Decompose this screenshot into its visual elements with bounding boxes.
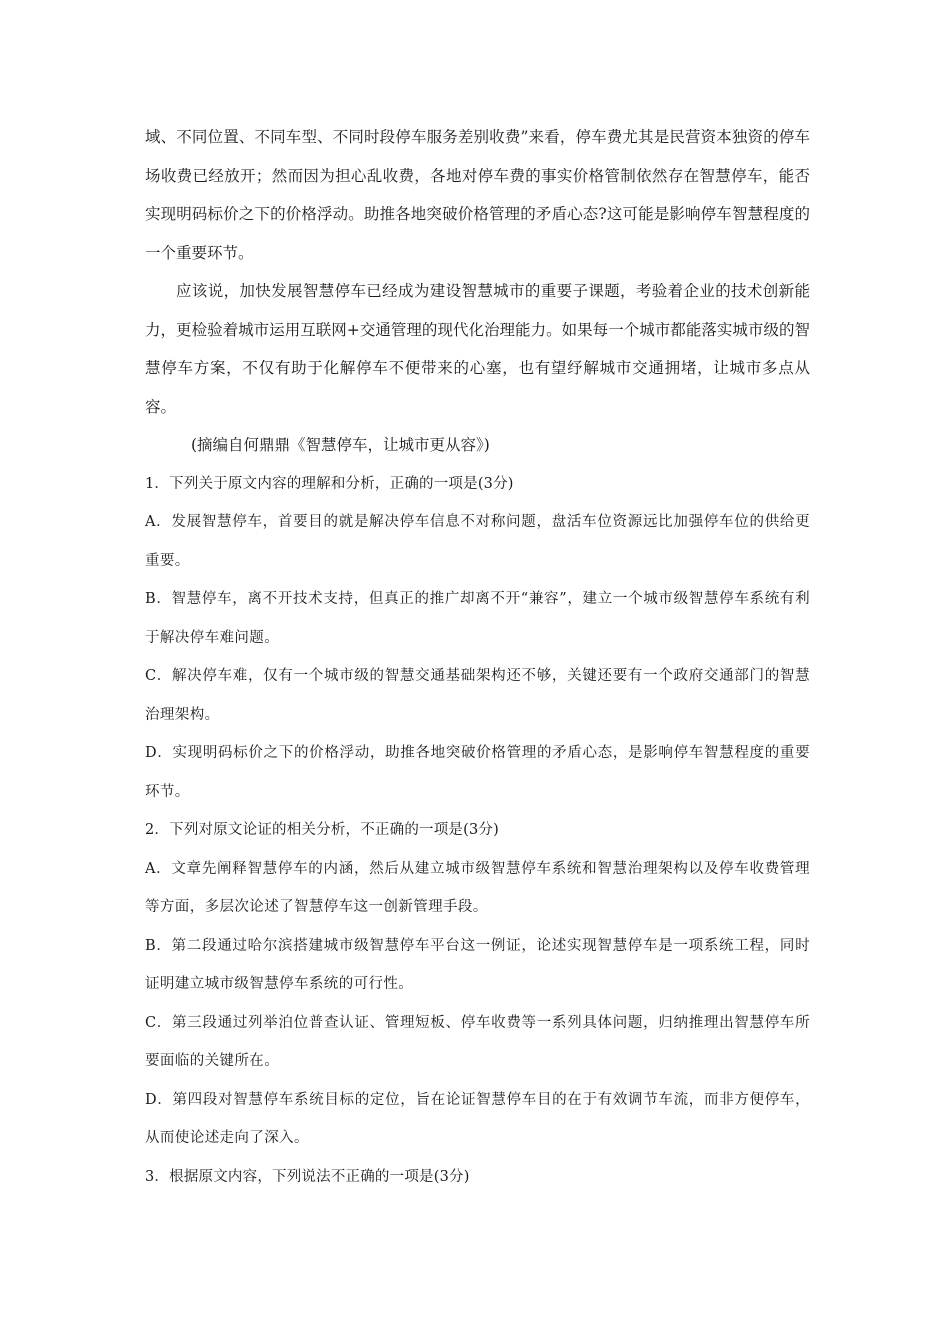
question-stem: 1．下列关于原文内容的理解和分析，正确的一项是(3分) [145, 475, 514, 492]
text-column [145, 118, 810, 1196]
answer-option: C．解决停车难，仅有一个城市级的智慧交通基础架构还不够，关键还要有一个政府交通部门的智慧治理架构。 [145, 668, 810, 723]
answer-option: A．文章先阐释智慧停车的内涵，然后从建立城市级智慧停车系统和智慧治理架构以及停车收费管理等方面，多层次论述了智慧停车这一创新管理手段。 [145, 860, 810, 915]
passage-source: (摘编自何鼎鼎《智慧停车，让城市更从容》) [191, 436, 490, 454]
passage-paragraph: 应该说，加快发展智慧停车已经成为建设智慧城市的重要子课题，考验着企业的技术创新能力，更检验着城市运用互联网+交通管理的现代化治理能力。如果每一个城市都能落实城市级的智慧停车方案，不仅有助于化解停车不便带来的心塞，也有望纾解城市交通拥堵，让城市多点从容。 [145, 282, 810, 416]
answer-option: D．第四段对智慧停车系统目标的定位，旨在论证智慧停车目的在于有效调节车流，而非方便停车，从而使论述走向了深入。 [145, 1091, 810, 1146]
question-stem: 3．根据原文内容，下列说法不正确的一项是(3分) [145, 1168, 470, 1185]
passage-paragraph: 域、不同位置、不同车型、不同时段停车服务差别收费”来看，停车费尤其是民营资本独资的停车场收费已经放开；然而因为担心乱收费，各地对停车费的事实价格管制依然存在智慧停车，能否实现明码标价之下的价格浮动。助推各地突破价格管理的矛盾心态?这可能是影响停车智慧程度的一个重要环节。 [145, 128, 810, 262]
answer-option: C．第三段通过列举泊位普查认证、管理短板、停车收费等一系列具体问题，归纳推理出智慧停车所要面临的关键所在。 [145, 1014, 810, 1069]
question-stem: 2．下列对原文论证的相关分析，不正确的一项是(3分) [145, 822, 499, 838]
answer-option: D．实现明码标价之下的价格浮动，助推各地突破价格管理的矛盾心态，是影响停车智慧程度的重要环节。 [145, 745, 810, 800]
answer-option: A．发展智慧停车，首要目的就是解决停车信息不对称问题，盘活车位资源远比加强停车位的供给更重要。 [145, 514, 810, 569]
answer-option: B．第二段通过哈尔滨搭建城市级智慧停车平台这一例证，论述实现智慧停车是一项系统工程，同时证明建立城市级智慧停车系统的可行性。 [145, 937, 810, 992]
answer-option: B．智慧停车，离不开技术支持，但真正的推广却离不开“兼容”，建立一个城市级智慧停车系统有利于解决停车难问题。 [145, 591, 810, 646]
